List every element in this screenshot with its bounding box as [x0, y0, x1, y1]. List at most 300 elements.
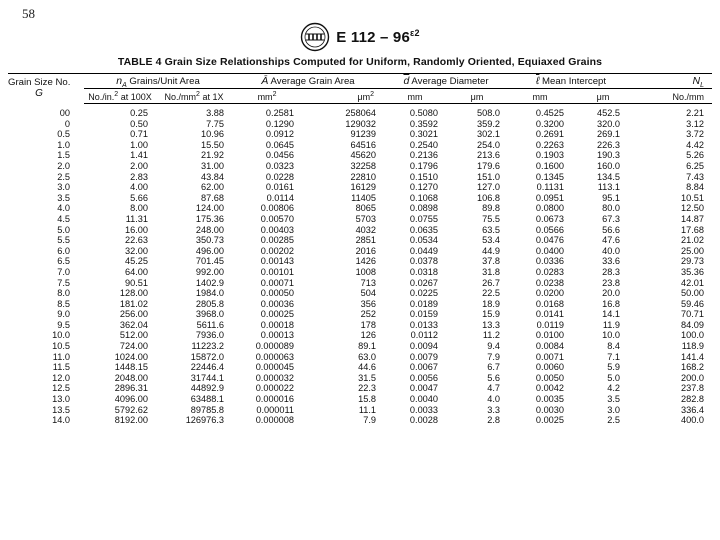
area-mm2-cell: 0.2581	[265, 108, 295, 118]
diameter-mm-cell: 0.0755	[409, 213, 439, 224]
area-um2-cell: 126	[360, 330, 377, 341]
diameter-um-cell: 44.9	[482, 245, 501, 256]
nl-cell: 141.4	[681, 351, 705, 362]
na-mm2-cell: 3968.0	[195, 309, 225, 320]
na-mm2-cell: 3.88	[206, 108, 225, 118]
intercept-mm-cell: 0.0400	[535, 245, 565, 256]
diameter-mm-cell: 0.0047	[409, 383, 439, 394]
na-mm2-cell: 43.84	[201, 171, 225, 182]
table-body	[8, 104, 712, 426]
area-um2-cell: 178	[360, 319, 377, 330]
na-in2-cell: 2048.00	[114, 372, 148, 383]
table-row	[8, 383, 712, 394]
na-in2-cell: 5792.62	[114, 404, 148, 415]
nl-cell: 21.02	[681, 235, 705, 246]
intercept-um-cell: 5.9	[607, 362, 621, 373]
na-in2-cell: 4.00	[130, 182, 148, 193]
grain-size-cell: 9.5	[57, 319, 70, 330]
na-in2-cell: 2.00	[130, 160, 148, 171]
na-mm2-cell: 2805.8	[195, 298, 225, 309]
intercept-mm-cell: 0.1600	[535, 160, 565, 171]
table-row	[8, 288, 712, 299]
intercept-mm-cell: 0.0119	[536, 319, 565, 330]
diameter-um-cell: 89.8	[482, 203, 501, 214]
area-mm2-cell: 0.0323	[265, 160, 295, 171]
diameter-mm-cell: 0.2540	[409, 139, 439, 150]
nl-cell: 118.9	[681, 341, 705, 352]
diameter-mm-cell: 0.3021	[409, 129, 439, 140]
table-row	[8, 352, 712, 363]
intercept-mm-cell: 0.0336	[535, 256, 565, 267]
diameter-mm-cell: 0.0378	[409, 256, 439, 267]
grain-size-cell: 10.0	[52, 330, 70, 341]
na-in2-cell: 2896.31	[114, 383, 148, 394]
na-in2-cell: 256.00	[119, 309, 148, 320]
intercept-mm-cell: 0.2263	[535, 139, 565, 150]
na-mm2-cell: 992.00	[195, 266, 225, 277]
table-row	[8, 182, 712, 193]
diameter-mm-cell: 0.3592	[409, 118, 439, 129]
diameter-mm-cell: 0.0635	[409, 224, 439, 235]
intercept-um-cell: 56.6	[602, 224, 621, 235]
diameter-um-cell: 6.7	[487, 362, 501, 373]
na-in2-cell: 362.04	[119, 319, 148, 330]
nl-cell: 3.12	[686, 118, 705, 129]
unit-nl-no-per-mm: No./mm	[634, 89, 712, 104]
table-row	[8, 235, 712, 246]
na-mm2-cell: 496.00	[195, 245, 225, 256]
diameter-um-cell: 7.9	[487, 351, 501, 362]
na-in2-cell: 724.00	[119, 341, 148, 352]
table-row	[8, 299, 712, 310]
area-mm2-cell: 0.00036	[260, 298, 295, 309]
unit-area-mm2: $mm^2$	[232, 89, 302, 104]
diameter-mm-cell: 0.0318	[409, 266, 439, 277]
table-row	[8, 373, 712, 384]
nl-cell: 17.68	[681, 224, 705, 235]
diameter-um-cell: 106.8	[477, 192, 501, 203]
na-mm2-cell: 31.00	[201, 160, 225, 171]
area-mm2-cell: 0.000045	[255, 362, 295, 373]
nl-cell: 29.73	[681, 256, 705, 267]
na-mm2-cell: 701.45	[195, 256, 225, 267]
intercept-mm-cell: 0.1131	[536, 182, 565, 193]
nl-cell: 3.72	[686, 129, 705, 140]
diameter-mm-cell: 0.0040	[409, 394, 439, 405]
nl-cell: 25.00	[681, 245, 705, 256]
diameter-um-cell: 179.6	[477, 160, 501, 171]
area-mm2-cell: 0.000011	[256, 404, 295, 415]
grain-size-cell: 12.0	[52, 372, 70, 383]
area-um2-cell: 8065	[355, 203, 377, 214]
area-mm2-cell: 0.00101	[260, 266, 295, 277]
astm-logo-icon	[300, 22, 330, 52]
nl-cell: 12.50	[681, 203, 705, 214]
nl-cell: 168.2	[681, 362, 705, 373]
area-um2-cell: 713	[360, 277, 377, 288]
na-in2-cell: 32.00	[125, 245, 148, 256]
intercept-mm-cell: 0.3200	[535, 118, 565, 129]
diameter-um-cell: 63.5	[482, 224, 501, 235]
diameter-um-cell: 26.7	[482, 277, 501, 288]
na-mm2-cell: 350.73	[195, 235, 225, 246]
na-mm2-cell: 44892.9	[190, 383, 225, 394]
diameter-mm-cell: 0.1270	[409, 182, 439, 193]
table-row	[8, 362, 712, 373]
unit-intercept-um: μm	[572, 89, 634, 104]
diameter-um-cell: 37.8	[482, 256, 501, 267]
diameter-um-cell: 53.4	[482, 235, 501, 246]
area-um2-cell: 1008	[355, 266, 377, 277]
na-mm2-cell: 7.75	[206, 118, 225, 129]
table-row	[8, 129, 712, 140]
nl-cell: 2.21	[686, 108, 705, 118]
grain-size-header	[8, 74, 84, 104]
intercept-mm-cell: 0.0283	[535, 266, 565, 277]
nl-cell: 400.0	[681, 415, 705, 426]
table-row	[8, 246, 712, 257]
unit-area-um2: $\mu m^2$	[302, 89, 384, 104]
area-um2-cell: 63.0	[358, 351, 377, 362]
intercept-um-cell: 2.5	[607, 415, 621, 426]
area-mm2-cell: 0.00570	[260, 213, 295, 224]
diameter-um-cell: 18.9	[482, 298, 501, 309]
intercept-um-cell: 23.8	[602, 277, 621, 288]
intercept-um-cell: 20.0	[602, 288, 621, 299]
intercept-um-cell: 14.1	[602, 309, 621, 320]
table-row	[8, 267, 712, 278]
area-mm2-cell: 0.00013	[260, 330, 295, 341]
nl-cell: 5.26	[686, 150, 705, 161]
grain-size-cell: 2.0	[57, 160, 70, 171]
area-mm2-cell: 0.00143	[260, 256, 295, 267]
grain-size-table	[8, 73, 712, 426]
na-in2-cell: 90.51	[125, 277, 148, 288]
diameter-um-cell: 254.0	[477, 139, 501, 150]
area-um2-cell: 11405	[351, 192, 377, 203]
area-mm2-cell: 0.000089	[255, 341, 295, 352]
nl-cell: 7.43	[686, 171, 705, 182]
intercept-um-cell: 5.0	[607, 372, 621, 383]
table-row	[8, 140, 712, 151]
intercept-mm-cell: 0.0238	[535, 277, 565, 288]
intercept-mm-cell: 0.0050	[535, 372, 565, 383]
area-um2-cell: 22.3	[358, 383, 377, 394]
na-mm2-cell: 87.68	[201, 192, 225, 203]
diameter-mm-cell: 0.0067	[409, 362, 439, 373]
intercept-um-cell: 113.1	[597, 182, 621, 193]
diameter-um-cell: 13.3	[482, 319, 501, 330]
na-mm2-cell: 126976.3	[185, 415, 225, 426]
table-row	[8, 256, 712, 267]
grain-size-cell: 11.0	[52, 351, 70, 362]
diameter-mm-cell: 0.0267	[409, 277, 439, 288]
grain-size-cell: 4.0	[57, 203, 70, 214]
intercept-mm-cell: 0.0084	[535, 341, 565, 352]
na-in2-cell: 11.31	[125, 213, 148, 224]
document-header	[0, 22, 720, 52]
na-in2-cell: 4096.00	[114, 394, 148, 405]
unit-diameter-mm: mm	[384, 89, 446, 104]
na-mm2-cell: 22446.4	[190, 362, 225, 373]
area-um2-cell: 91239	[350, 129, 377, 140]
na-mm2-cell: 124.00	[195, 203, 225, 214]
nl-cell: 10.51	[681, 192, 705, 203]
nl-cell: 6.25	[686, 160, 705, 171]
area-um2-cell: 4032	[355, 224, 377, 235]
grain-size-cell: 9.0	[57, 309, 70, 320]
area-mm2-cell: 0.0228	[265, 171, 295, 182]
intercept-um-cell: 16.8	[602, 298, 621, 309]
grain-size-cell: 11.5	[52, 362, 70, 373]
grain-size-cell: 5.5	[57, 235, 70, 246]
intercept-um-cell: 190.3	[597, 150, 621, 161]
nl-cell: 200.0	[681, 372, 705, 383]
area-mm2-cell: 0.00403	[260, 224, 295, 235]
intercept-um-cell: 33.6	[602, 256, 621, 267]
intercept-um-cell: 226.3	[597, 139, 621, 150]
grain-size-label: Grain Size No.	[8, 77, 71, 89]
area-um2-cell: 32258	[350, 160, 377, 171]
na-in2-cell: 1.00	[130, 139, 148, 150]
grain-size-cell: 5.0	[57, 224, 70, 235]
area-um2-cell: 45620	[350, 150, 377, 161]
na-mm2-cell: 1984.0	[195, 288, 225, 299]
na-mm2-cell: 15.50	[201, 139, 225, 150]
area-um2-cell: 504	[360, 288, 377, 299]
grain-size-cell: 6.5	[57, 256, 70, 267]
area-um2-cell: 5703	[355, 213, 377, 224]
table-row	[8, 193, 712, 204]
diameter-mm-cell: 0.0225	[409, 288, 439, 299]
grain-size-cell: 8.0	[57, 288, 70, 299]
area-um2-cell: 16129	[350, 182, 377, 193]
diameter-mm-cell: 0.0534	[409, 235, 439, 246]
nl-cell: 84.09	[681, 319, 705, 330]
na-in2-cell: 1.41	[130, 150, 148, 161]
intercept-um-cell: 4.2	[607, 383, 621, 394]
nl-cell: 14.87	[681, 213, 705, 224]
average-diameter-group: $\overline{d}$ Average Diameter	[384, 74, 508, 89]
intercept-um-cell: 3.0	[607, 404, 621, 415]
intercept-mm-cell: 0.0168	[535, 298, 565, 309]
unit-no-per-mm2-1x: $No./mm^2$ at 1X	[156, 89, 232, 104]
area-mm2-cell: 0.00018	[260, 319, 295, 330]
unit-intercept-mm: mm	[508, 89, 572, 104]
intercept-um-cell: 7.1	[607, 351, 621, 362]
diameter-um-cell: 213.6	[477, 150, 501, 161]
na-mm2-cell: 175.36	[195, 213, 225, 224]
table-row	[8, 172, 712, 183]
grain-size-cell: 2.5	[57, 171, 70, 182]
area-um2-cell: 2016	[355, 245, 377, 256]
na-mm2-cell: 10.96	[201, 129, 225, 140]
intercept-mm-cell: 0.4525	[535, 108, 565, 118]
intercept-um-cell: 8.4	[607, 341, 621, 352]
table-row	[8, 278, 712, 289]
nl-cell: 8.84	[686, 182, 705, 193]
nl-cell: 50.00	[681, 288, 705, 299]
diameter-um-cell: 2.8	[487, 415, 501, 426]
intercept-um-cell: 67.3	[602, 213, 621, 224]
area-um2-cell: 258064	[345, 108, 377, 118]
area-um2-cell: 252	[360, 309, 377, 320]
diameter-um-cell: 22.5	[482, 288, 501, 299]
na-mm2-cell: 21.92	[201, 150, 225, 161]
area-mm2-cell: 0.0161	[265, 182, 295, 193]
average-grain-area-group: Ā Average Grain Area	[232, 74, 384, 89]
na-in2-cell: 64.00	[125, 266, 148, 277]
table-row	[8, 320, 712, 331]
na-mm2-cell: 31744.1	[190, 372, 225, 383]
diameter-mm-cell: 0.0449	[409, 245, 439, 256]
intercept-mm-cell: 0.0476	[535, 235, 565, 246]
nl-cell: 4.42	[686, 139, 705, 150]
grain-size-cell: 1.5	[57, 150, 70, 161]
diameter-mm-cell: 0.0033	[409, 404, 439, 415]
area-mm2-cell: 0.000008	[255, 415, 295, 426]
diameter-mm-cell: 0.0159	[409, 309, 439, 320]
unit-diameter-um: μm	[446, 89, 508, 104]
na-in2-cell: 181.02	[119, 298, 148, 309]
area-um2-cell: 2851	[355, 235, 377, 246]
nl-group: $N_L$	[634, 74, 712, 89]
area-um2-cell: 89.1	[358, 341, 377, 352]
diameter-mm-cell: 0.0028	[409, 415, 439, 426]
nl-cell: 100.0	[681, 330, 705, 341]
na-mm2-cell: 89785.8	[190, 404, 225, 415]
na-mm2-cell: 7936.0	[195, 330, 225, 341]
intercept-um-cell: 40.0	[602, 245, 621, 256]
intercept-um-cell: 11.9	[602, 319, 621, 330]
na-in2-cell: 22.63	[125, 235, 148, 246]
table-row	[8, 309, 712, 320]
table-row	[8, 150, 712, 161]
na-in2-cell: 1024.00	[114, 351, 148, 362]
intercept-mm-cell: 0.0030	[535, 404, 565, 415]
diameter-mm-cell: 0.0056	[409, 372, 439, 383]
area-mm2-cell: 0.000022	[255, 383, 295, 394]
intercept-mm-cell: 0.0141	[535, 309, 565, 320]
area-mm2-cell: 0.0114	[266, 192, 295, 203]
diameter-mm-cell: 0.1068	[409, 192, 439, 203]
grain-size-cell: 8.5	[57, 298, 70, 309]
grain-size-cell: 3.0	[57, 182, 70, 193]
na-in2-cell: 1448.15	[114, 362, 148, 373]
area-um2-cell: 15.8	[358, 394, 377, 405]
table-row	[8, 330, 712, 341]
diameter-mm-cell: 0.0898	[409, 203, 439, 214]
diameter-um-cell: 3.3	[487, 404, 501, 415]
na-in2-cell: 8.00	[130, 203, 148, 214]
diameter-um-cell: 151.0	[477, 171, 501, 182]
diameter-mm-cell: 0.0112	[410, 330, 439, 341]
na-mm2-cell: 5611.6	[196, 319, 225, 330]
table-row	[8, 214, 712, 225]
grain-size-cell: 7.5	[57, 277, 70, 288]
intercept-um-cell: 269.1	[597, 129, 621, 140]
nl-cell: 282.8	[681, 394, 705, 405]
area-um2-cell: 44.6	[358, 362, 377, 373]
area-mm2-cell: 0.00071	[260, 277, 295, 288]
diameter-mm-cell: 0.0133	[409, 319, 439, 330]
grain-size-cell: 4.5	[57, 213, 70, 224]
area-um2-cell: 22810	[350, 171, 377, 182]
area-mm2-cell: 0.000016	[255, 394, 295, 405]
grain-size-symbol: G	[35, 87, 43, 99]
area-mm2-cell: 0.0456	[265, 150, 295, 161]
table-row	[8, 119, 712, 130]
page-number: 58	[22, 6, 35, 21]
diameter-mm-cell: 0.0094	[409, 341, 439, 352]
na-in2-cell: 512.00	[119, 330, 148, 341]
table-title: TABLE 4 Grain Size Relationships Computed for Uniform, Randomly Oriented, Equiaxed Grains	[117, 56, 603, 68]
table-row	[8, 405, 712, 416]
grain-size-cell: 3.5	[57, 192, 70, 203]
table-row	[8, 225, 712, 236]
diameter-mm-cell: 0.0079	[409, 351, 439, 362]
nl-cell: 237.8	[681, 383, 705, 394]
area-mm2-cell: 0.1290	[265, 118, 295, 129]
na-in2-cell: 45.25	[125, 256, 148, 267]
area-um2-cell: 356	[360, 298, 377, 309]
unit-no-per-in2-100x: No./in.$^2$ at 100X	[84, 89, 156, 104]
intercept-um-cell: 452.5	[597, 108, 621, 118]
grain-size-cell: 14.0	[52, 415, 70, 426]
diameter-um-cell: 5.6	[487, 372, 501, 383]
na-in2-cell: 0.50	[130, 118, 148, 129]
na-in2-cell: 0.71	[130, 129, 148, 140]
grain-size-cell: 00	[59, 107, 70, 118]
area-mm2-cell: 0.00025	[260, 309, 295, 320]
grain-size-cell: 10.5	[52, 341, 70, 352]
intercept-um-cell: 3.5	[607, 394, 621, 405]
grain-size-cell: 0.5	[57, 129, 70, 140]
intercept-mm-cell: 0.0060	[535, 362, 565, 373]
intercept-mm-cell: 0.0673	[535, 213, 565, 224]
na-mm2-cell: 62.00	[201, 182, 225, 193]
intercept-mm-cell: 0.1345	[535, 171, 565, 182]
area-um2-cell: 64516	[350, 139, 377, 150]
diameter-um-cell: 4.0	[487, 394, 501, 405]
nl-cell: 70.71	[681, 309, 705, 320]
na-mm2-cell: 1402.9	[195, 277, 225, 288]
table-row	[8, 415, 712, 426]
mean-intercept-group: ℓ Mean Intercept	[508, 74, 634, 89]
diameter-mm-cell: 0.5080	[409, 108, 439, 118]
area-mm2-cell: 0.0645	[265, 139, 295, 150]
na-in2-cell: 0.25	[130, 108, 148, 118]
diameter-um-cell: 508.0	[477, 108, 501, 118]
diameter-um-cell: 11.2	[482, 330, 501, 341]
nl-cell: 42.01	[681, 277, 705, 288]
group-header-row	[8, 74, 712, 89]
document-id: E $112 - 96^{\varepsilon 2}$	[336, 28, 420, 46]
table-row	[8, 341, 712, 352]
table-row	[8, 203, 712, 214]
diameter-um-cell: 31.8	[482, 266, 501, 277]
diameter-mm-cell: 0.2136	[409, 150, 439, 161]
area-um2-cell: 129032	[345, 118, 377, 129]
intercept-mm-cell: 0.0800	[535, 203, 565, 214]
na-in2-cell: 8192.00	[114, 415, 148, 426]
area-mm2-cell: 0.00285	[260, 235, 295, 246]
nl-cell: 336.4	[681, 404, 705, 415]
intercept-mm-cell: 0.1903	[535, 150, 565, 161]
grain-size-cell: 7.0	[57, 266, 70, 277]
unit-header-row	[8, 89, 712, 104]
table-row	[8, 104, 712, 119]
